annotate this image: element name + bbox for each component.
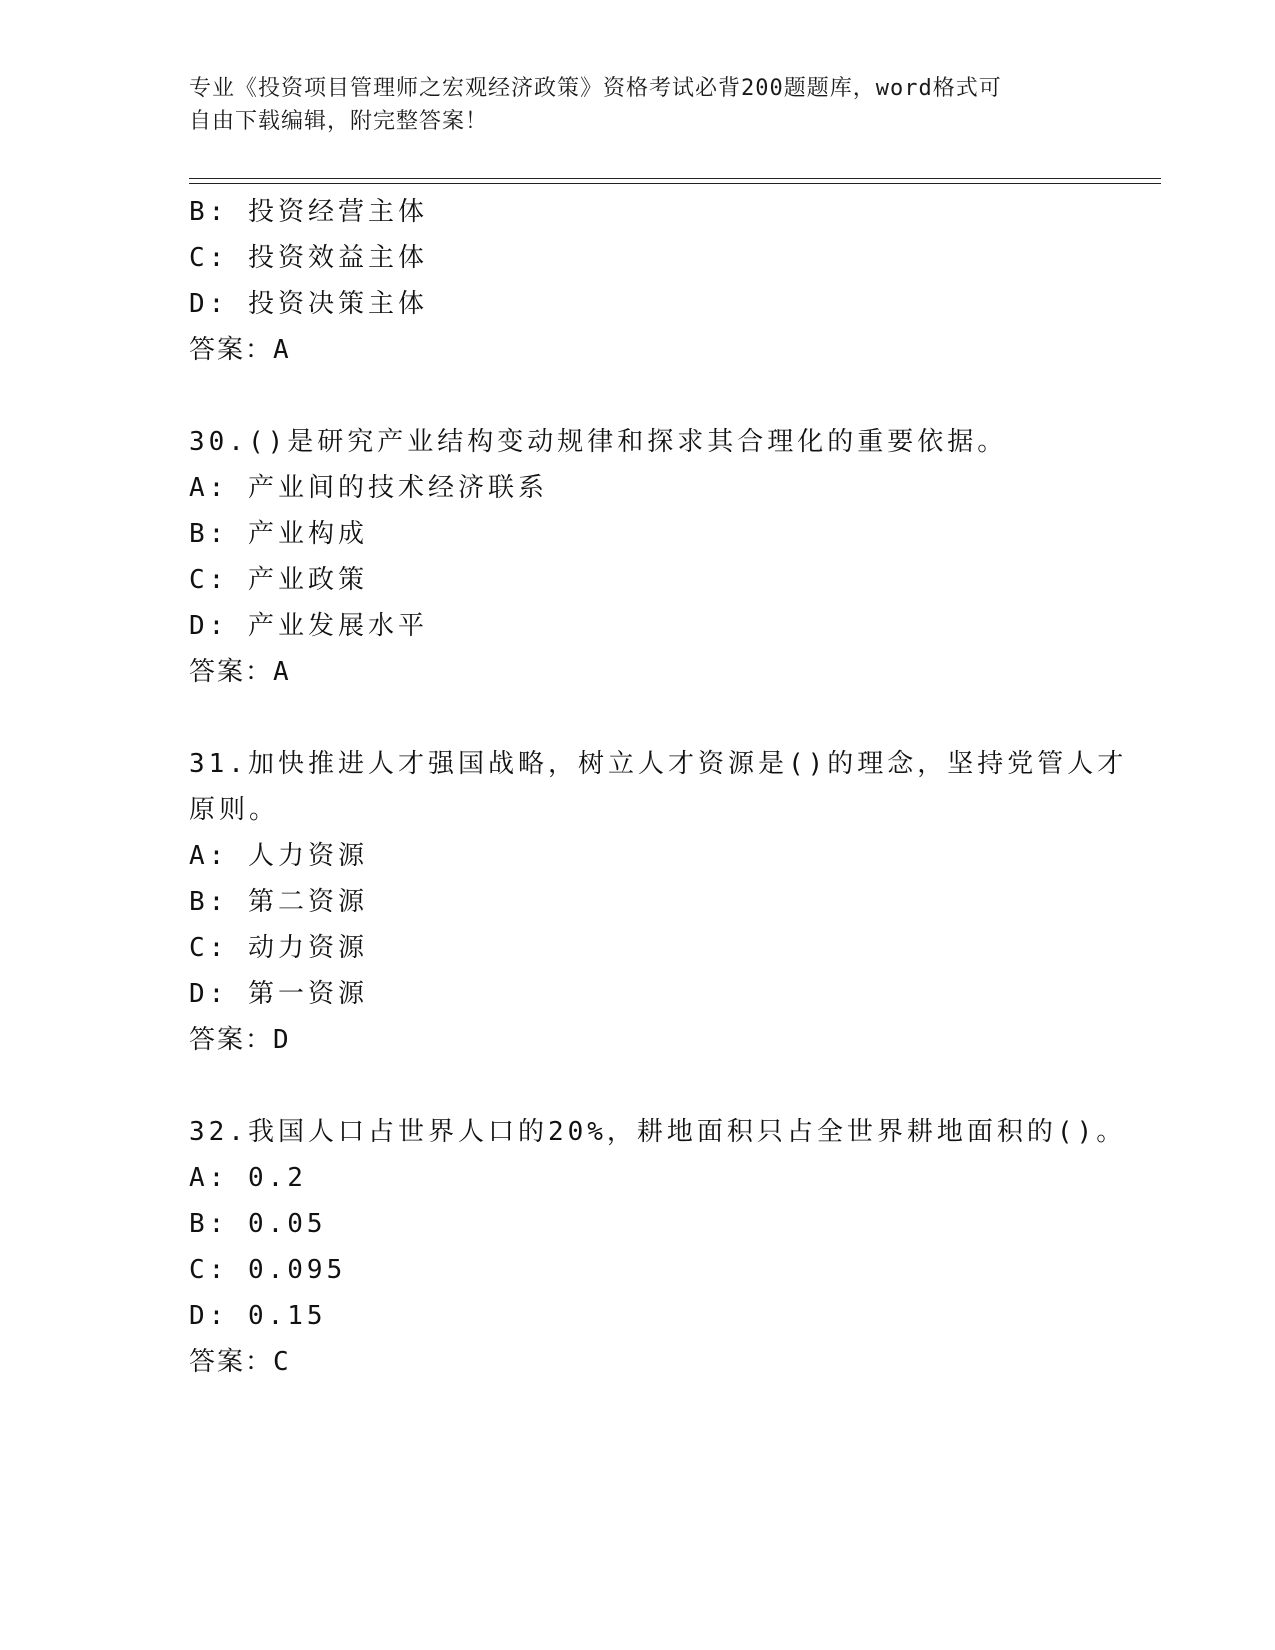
question-text: 30.()是研究产业结构变动规律和探求其合理化的重要依据。 — [189, 427, 1008, 457]
question-text: 32.我国人口占世界人口的20%，耕地面积只占全世界耕地面积的()。 — [189, 1117, 1127, 1147]
spacer — [189, 1063, 1089, 1109]
option-a: A: 人力资源 — [189, 841, 368, 871]
header-title-line-1: 专业《投资项目管理师之宏观经济政策》资格考试必背200题题库，word格式可 — [189, 76, 1002, 101]
option-d: D: 投资决策主体 — [189, 289, 428, 319]
answer-line: 答案：A — [189, 657, 291, 687]
option-a: A: 产业间的技术经济联系 — [189, 473, 548, 503]
answer-line: 答案：A — [189, 335, 291, 365]
option-d: D: 产业发展水平 — [189, 611, 428, 641]
option-b: B: 0.05 — [189, 1209, 327, 1239]
header-divider-top — [189, 178, 1161, 179]
document-header — [189, 72, 1089, 138]
answer-line: 答案：D — [189, 1025, 291, 1055]
question-block-32 — [189, 1109, 1127, 1385]
option-b: B: 第二资源 — [189, 887, 368, 917]
option-b: B: 投资经营主体 — [189, 197, 428, 227]
question-text-line-2: 原则。 — [189, 795, 280, 825]
option-c: C: 产业政策 — [189, 565, 368, 595]
question-block-31 — [189, 741, 1128, 1063]
answer-line: 答案：C — [189, 1347, 291, 1377]
option-a: A: 0.2 — [189, 1163, 307, 1193]
question-block-29 — [189, 189, 1089, 373]
header-title-line-2: 自由下载编辑，附完整答案！ — [189, 109, 489, 134]
option-c: C: 动力资源 — [189, 933, 368, 963]
question-text-line-1: 31.加快推进人才强国战略，树立人才资源是()的理念，坚持党管人才 — [189, 749, 1128, 779]
question-list — [189, 189, 1128, 1385]
option-d: D: 第一资源 — [189, 979, 368, 1009]
header-divider-bottom — [189, 183, 1161, 184]
option-c: C: 0.095 — [189, 1255, 347, 1285]
option-d: D: 0.15 — [189, 1301, 327, 1331]
option-c: C: 投资效益主体 — [189, 243, 428, 273]
option-b: B: 产业构成 — [189, 519, 368, 549]
spacer — [189, 695, 1089, 741]
spacer — [189, 373, 1089, 419]
question-block-30 — [189, 419, 1089, 695]
